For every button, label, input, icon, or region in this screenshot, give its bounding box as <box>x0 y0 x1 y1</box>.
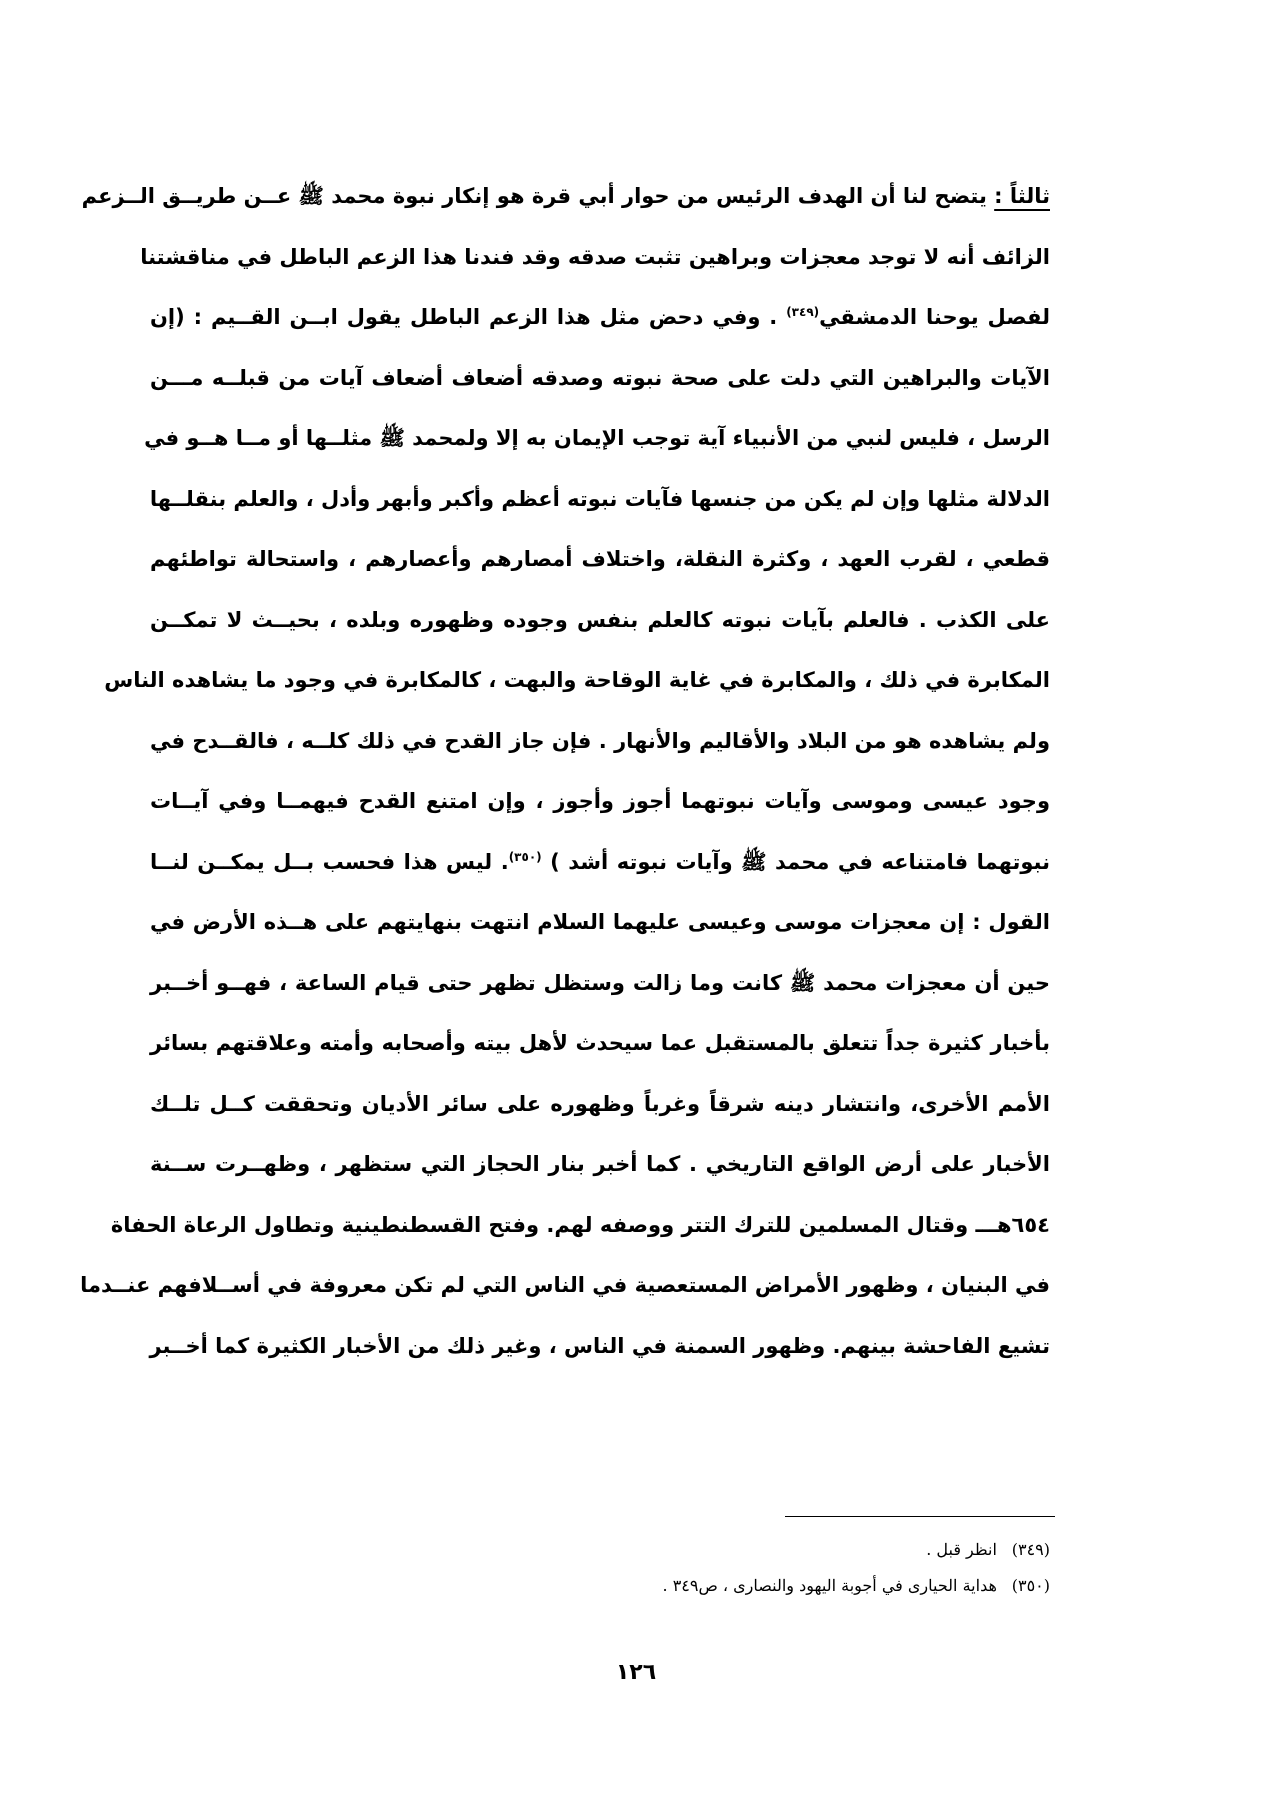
page-number: ١٢٦ <box>615 1660 657 1685</box>
text-line-19: في البنيان ، وظهور الأمراض المستعصية في الناس التي لم تكن معروفة في أســلافهم عنــدما <box>80 1273 1050 1297</box>
text-line-9: المكابرة في ذلك ، والمكابرة في غاية الوقاحة والبهت ، كالمكابرة في وجود ما يشاهده الناس <box>104 668 1050 692</box>
text-line-6: الدلالة مثلها وإن لم يكن من جنسها فآيات نبوته أعظم وأكبر وأبهر وأدل ، والعلم بنقلــها <box>149 486 1050 511</box>
footnote-text: انظر قبل . <box>926 1540 997 1559</box>
text-line-8: على الكذب . فالعلم بآيات نبوته كالعلم بنفس وجوده وظهوره وبلده ، بحيــث لا تمكــن <box>150 607 1050 632</box>
text-line-3-end: . وفي دحض مثل هذا الزعم الباطل يقول ابــن القــيم : (إن <box>150 305 787 329</box>
text-line-2: الزائف أنه لا توجد معجزات وبراهين تثبت صدقه وقد فندنا هذا الزعم الباطل في مناقشتنا <box>140 244 1050 269</box>
text-line-17: الأخبار على أرض الواقع التاريخي . كما أخبر بنار الحجاز التي ستظهر ، وظهــرت ســنة <box>150 1152 1050 1176</box>
text-line-3 <box>150 287 1050 348</box>
text-line-10: ولم يشاهده هو من البلاد والأقاليم والأنهار . فإن جاز القدح في ذلك كلــه ، فالقــدح في <box>150 728 1050 753</box>
footnote-text: هداية الحيارى في أجوبة اليهود والنصارى ، ص٣٤٩ . <box>662 1576 997 1595</box>
text-line-11: وجود عيسى وموسى وآيات نبوتهما أجوز وأجوز ، وإن امتنع القدح فيهمــا وفي آيــات <box>150 789 1050 813</box>
body-text <box>80 166 1050 1376</box>
text-line-4: الآيات والبراهين التي دلت على صحة نبوته وصدقه أضعاف أضعاف آيات من قبلــه مـــن <box>150 365 1050 390</box>
text-line-16: الأمم الأخرى، وانتشار دينه شرقاً وغرباً وظهوره على سائر الأديان وتحققت كــل تلــك <box>150 1091 1050 1116</box>
text-line-1-content: يتضح لنا أن الهدف الرئيس من حوار أبي قرة هو إنكار نبوة محمد ﷺ عــن طريــق الــزعم <box>81 184 987 208</box>
text-line-12 <box>150 832 1050 893</box>
footnote-separator <box>785 1516 1055 1517</box>
text-line-3-start: لفصل يوحنا الدمشقي <box>819 305 1050 329</box>
text-line-7: قطعي ، لقرب العهد ، وكثرة النقلة، واختلاف أمصارهم وأعصارهم ، واستحالة تواطئهم <box>150 547 1050 571</box>
section-lead-word: ثالثاً : <box>994 184 1050 208</box>
footnotes <box>350 1532 1050 1604</box>
text-line-5: الرسل ، فليس لنبي من الأنبياء آية توجب الإيمان به إلا ولمحمد ﷺ مثلــها أو مــا هــو في <box>144 426 1050 450</box>
footnote-ref-349[interactable]: (٣٤٩) <box>786 305 820 319</box>
text-line-12-start: نبوتهما فامتناعه في محمد ﷺ وآيات نبوته أشد ) <box>550 849 1050 874</box>
text-line-20: تشيع الفاحشة بينهم. وظهور السمنة في الناس ، وغير ذلك من الأخبار الكثيرة كما أخــبر <box>149 1333 1050 1358</box>
text-line-18: ٦٥٤هـــ وقتال المسلمين للترك التتر ووصفه لهم. وفتح القسطنطينية وتطاول الرعاة الحفاة <box>110 1212 1050 1237</box>
text-line-15: بأخبار كثيرة جداً تتعلق بالمستقبل عما سيحدث لأهل بيته وأصحابه وأمته وعلاقتهم بسائر <box>150 1031 1050 1055</box>
text-line-12-end: . ليس هذا فحسب بــل يمكــن لنــا <box>150 849 509 874</box>
footnote-350 <box>350 1568 1050 1604</box>
footnote-number: (٣٥٠) <box>1011 1576 1050 1595</box>
footnote-ref-350[interactable]: (٣٥٠) <box>508 849 542 864</box>
text-line-1 <box>81 166 1050 227</box>
footnote-number: (٣٤٩) <box>1011 1540 1050 1559</box>
footnote-349 <box>350 1532 1050 1568</box>
text-line-14: حين أن معجزات محمد ﷺ كانت وما زالت وستظل تظهر حتى قيام الساعة ، فهــو أخــبر <box>150 970 1050 995</box>
text-line-13: القول : إن معجزات موسى وعيسى عليهما السلام انتهت بنهايتهم على هــذه الأرض في <box>150 910 1050 934</box>
